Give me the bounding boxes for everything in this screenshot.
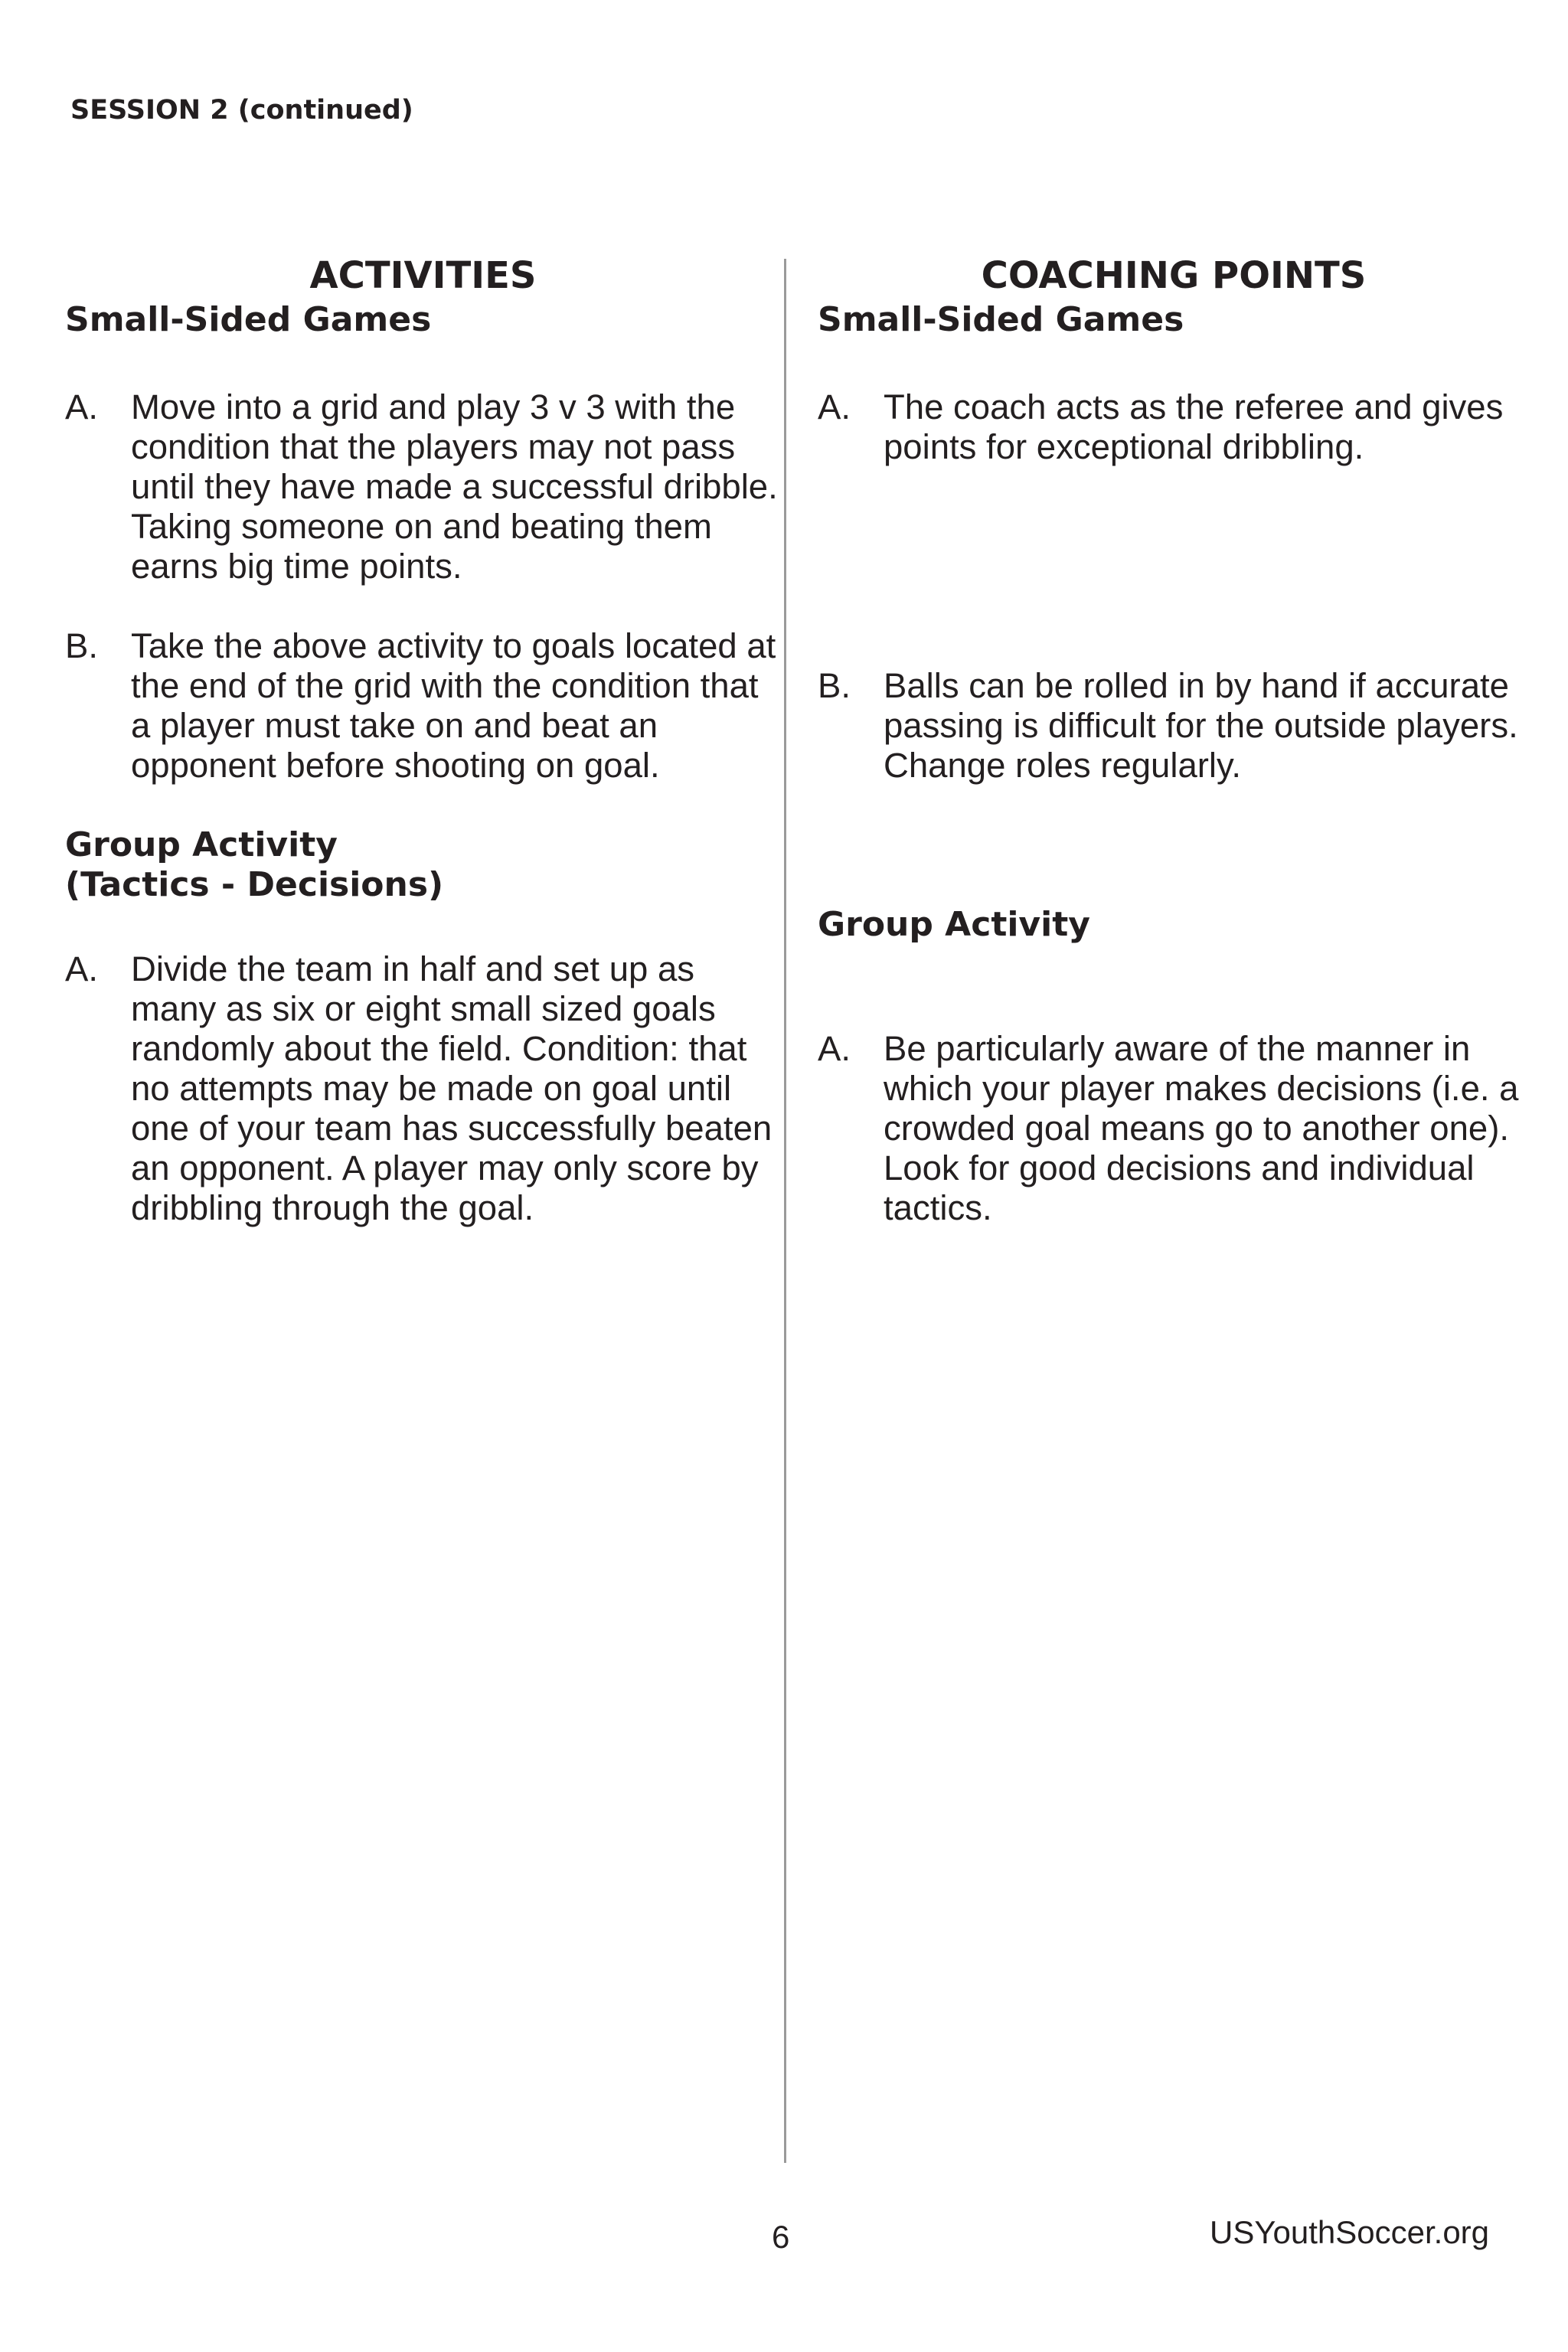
activities-small-sided-title: Small-Sided Games <box>65 300 432 339</box>
item-text: Move into a grid and play 3 v 3 with the condition that the players may not pass until they have made a successful dribble. Taking someone on and beating them earns big time points. <box>131 387 778 586</box>
footer-website: USYouthSoccer.org <box>1210 2214 1490 2250</box>
activities-item-b <box>65 626 781 786</box>
item-letter: B. <box>65 626 98 665</box>
item-letter: A. <box>65 387 98 426</box>
column-divider <box>784 259 786 2163</box>
coaching-item-b <box>818 666 1530 865</box>
page-number: 6 <box>772 2219 790 2255</box>
session-header: SESSION 2 (continued) <box>70 95 413 126</box>
group-title-line1: Group Activity <box>65 825 338 864</box>
item-letter: B. <box>818 666 851 705</box>
item-text: Divide the team in half and set up as many as six or eight small sized goals randomly about the field. Condition: that no attempts may be made on goal until one of your team has successfully beaten an opponent. A player may only score by dribbling through the goal. <box>131 949 773 1227</box>
activities-heading: ACTIVITIES <box>309 254 537 297</box>
item-letter: A. <box>818 387 851 426</box>
item-text: Be particularly aware of the manner in which your player makes decisions (i.e. a crowded goal means go to another one). Look for good decisions and individual tactics. <box>884 1029 1519 1227</box>
item-letter: A. <box>65 949 98 988</box>
activities-group-item-a <box>65 949 781 1228</box>
coaching-small-sided-title: Small-Sided Games <box>818 300 1184 339</box>
group-title-line2: (Tactics - Decisions) <box>65 865 444 904</box>
coaching-group-item-a <box>818 1029 1530 1228</box>
item-letter: A. <box>818 1029 851 1068</box>
activities-item-a <box>65 387 781 586</box>
coaching-group-title: Group Activity <box>818 905 1090 944</box>
coaching-item-a <box>818 387 1530 626</box>
coaching-points-heading: COACHING POINTS <box>981 254 1367 297</box>
item-text: The coach acts as the referee and gives points for exceptional dribbling. <box>884 387 1504 466</box>
activities-column <box>65 254 781 1228</box>
item-text: Balls can be rolled in by hand if accurate passing is difficult for the outside players. Change roles regularly. <box>884 666 1518 785</box>
coaching-points-column <box>818 254 1530 1228</box>
activities-group-title <box>65 825 781 905</box>
item-text: Take the above activity to goals located at the end of the grid with the condition that a player must take on and beat an opponent before shooting on goal. <box>131 626 776 785</box>
